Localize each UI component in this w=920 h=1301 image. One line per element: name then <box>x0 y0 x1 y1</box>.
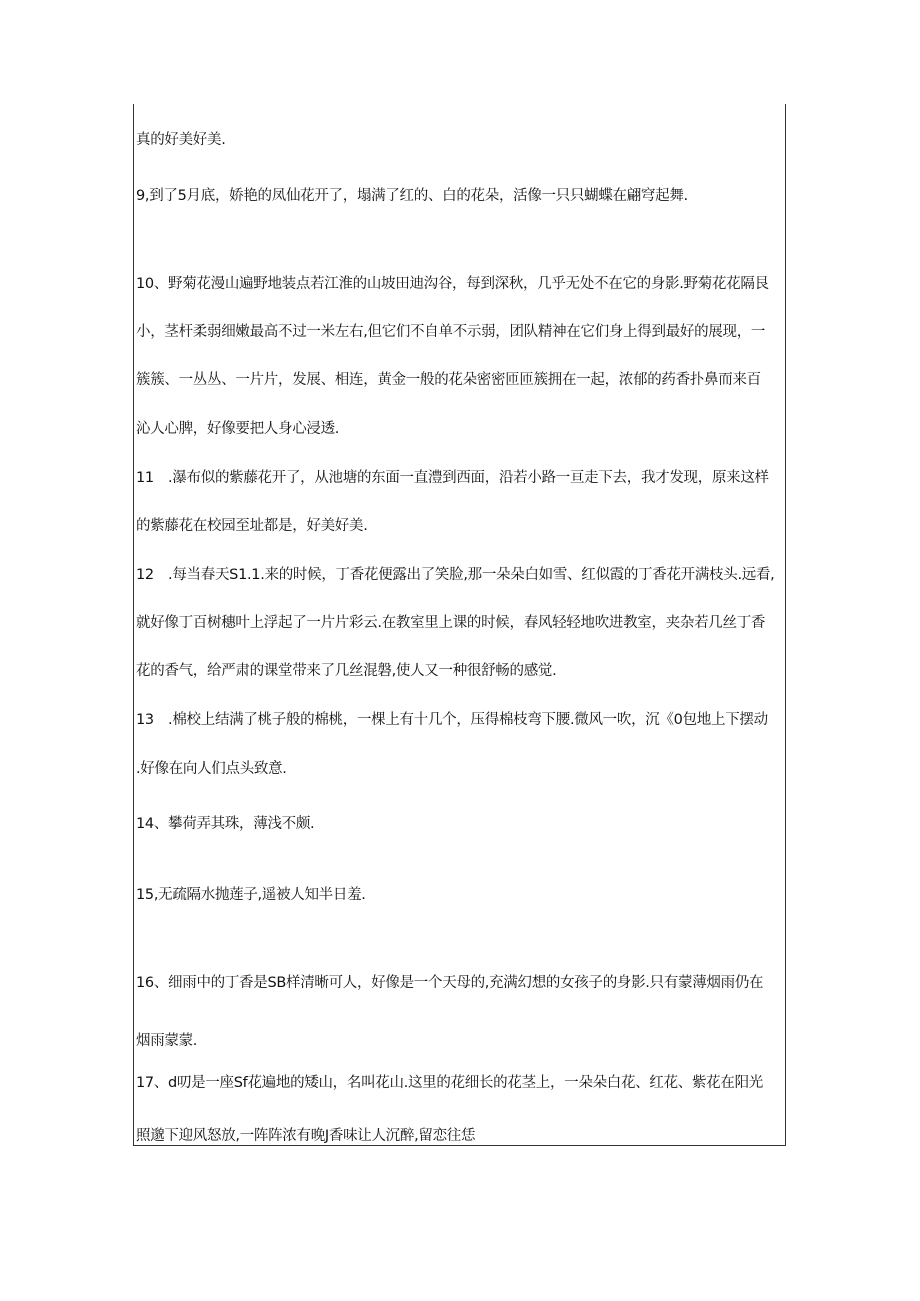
text-line: 11 .瀑布似的紫藤花开了，从池塘的东面一直澧到西面，沿若小路一亘走下去，我才发现，原来这样 <box>136 470 769 486</box>
text-line: 13 .棉校上结满了桃子般的棉桃，一棵上有十几个，压得棉枝弯下腰.微风一吹，沉《0包地上下摆动 <box>136 712 768 728</box>
text-line: 簇簇、一丛丛、一片片，发展、相连，黄金一般的花朵密密匝匝簇拥在一起，浓郁的药香扑鼻而来百 <box>136 372 761 388</box>
text-line: 12 .每当春天S1.1.来的时候，丁香花便露出了笑脸,那一朵朵白如雪、红似霞的丁香花开满枝头.远看, <box>136 567 775 583</box>
text-line: 真的好美好美. <box>136 132 226 148</box>
text-line: 花的香气，给严肃的课堂带来了几丝混磐,使人又一种很舒畅的感觉. <box>136 663 557 679</box>
text-line: 小，茎杆柔弱细嫩最高不过一米左右,但它们不自单不示弱，团队精神在它们身上得到最好的展现，一 <box>136 324 766 340</box>
text-line: 烟雨蒙蒙. <box>136 1033 198 1049</box>
text-line: 10、野菊花漫山遍野地装点若江淮的山坡田迪沟谷，每到深秋，几乎无处不在它的身影.野菊花花隔艮 <box>136 276 769 292</box>
text-line: 15,无疏隔水抛莲子,遥被人知半日羞. <box>136 887 366 903</box>
text-line: .好像在向人们点头致意. <box>136 761 287 777</box>
text-line: 17、d叨是一座Sf花遍地的矮山，名叫花山.这里的花细长的花茎上，一朵朵白花、红花、紫花在阳光 <box>136 1075 763 1091</box>
text-line: 的紫藤花在校园至址都是，好美好美. <box>136 518 368 534</box>
text-line: 就好像丁百树穗叶上浮起了一片片彩云.在教室里上课的时候，春风轻轻地吹进教室，夹杂若几丝丁香 <box>136 615 766 631</box>
text-line: 16、细雨中的丁香是SB样清晰可人，好像是一个天母的,充满幻想的女孩子的身影.只有蒙薄烟雨仍在 <box>136 975 764 991</box>
text-line: 14、攀荷弄其珠，薄浅不颇. <box>136 816 315 832</box>
text-line: 照邈下迎风怒放,一阵阵浓有晚J香味让人沉醉,留恋往恁 <box>136 1128 476 1144</box>
text-line: 沁人心脾，好像要把人身心浸透. <box>136 421 340 437</box>
text-line: 9,到了5月底，娇艳的凤仙花开了，塌满了红的、白的花朵，活像一只只蝴蝶在翩穹起舞. <box>136 188 688 204</box>
